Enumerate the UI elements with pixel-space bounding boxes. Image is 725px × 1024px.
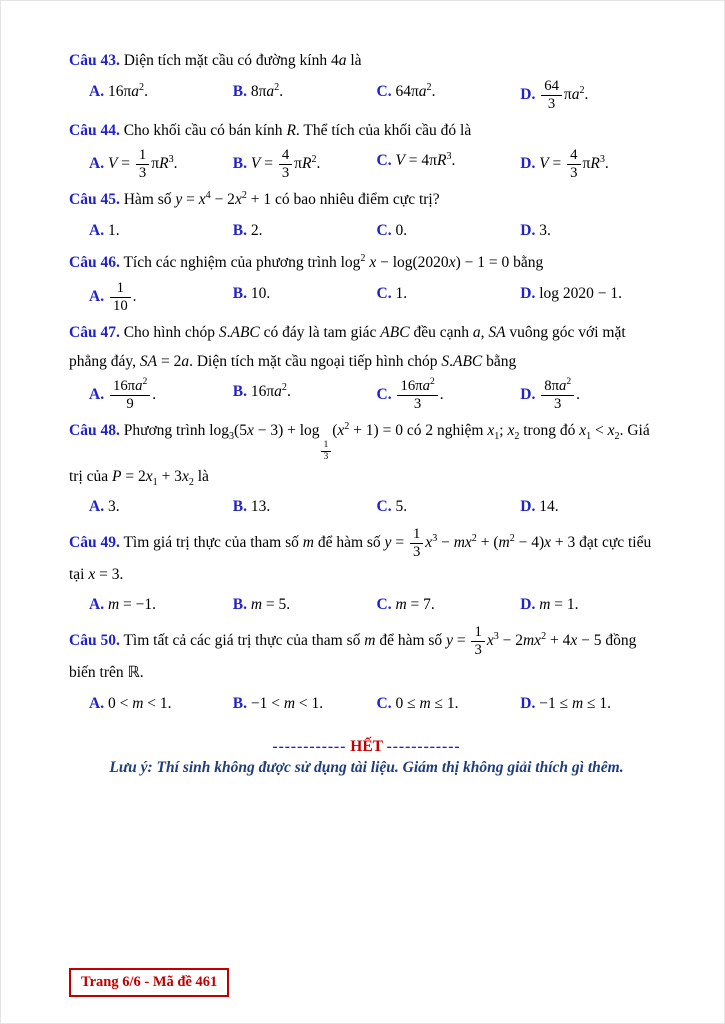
answer-option-b [233,147,377,182]
question-number: Câu 43. [69,52,120,69]
option-letter: D. [520,596,536,614]
answer-options-row [89,217,664,246]
option-letter: B. [232,285,247,303]
answer-option-a [89,147,233,182]
answer-option-c [377,591,521,620]
answer-option-a [89,280,233,315]
question-text: Tìm tất cả các giá trị thực của tham số m để hàm số y = $\frac{1}{3}$ $x^3 - 2mx^2 + 4x - 5$ đồng biến trên ℝ. [69,624,637,681]
option-value: 14. [539,498,559,516]
option-letter: C. [376,221,392,239]
question-number: Câu 45. [69,191,120,209]
option-letter: B. [232,82,247,100]
question-number: Câu 44. [69,121,120,139]
option-value: $\frac{64}{3}$ $\pi a^2$. [539,86,588,103]
end-dashes-left: ------------ [272,738,347,756]
exam-note: Lưu ý: Thí sinh không được sử dụng tài liệu. Giám thị không giải thích gì thêm. [109,759,624,777]
question-44 [69,117,664,183]
option-value: $\frac{8\pi a^2}{3}$ . [539,386,580,403]
answer-option-b [233,493,377,522]
answer-options-row [89,78,664,113]
answer-options-row [89,147,664,182]
answer-option-c [377,280,521,309]
option-value: 10. [250,285,271,303]
question-number: Câu 50. [69,632,120,650]
question-text: Phương trình $\log_3(5x - 3) + \log$ $\frac{1}{3}$ $(x^2 + 1) = 0$ có 2 nghiệm $x_1$; $x_2$ trong đó $x_1 < x_2$. Giá trị của $P = 2x_1 + 3x_2$ là [69,420,650,488]
answer-options-row [89,378,664,413]
answer-option-b [233,217,377,246]
option-letter: A. [89,498,105,516]
answer-option-a [89,493,233,522]
option-letter: A. [89,155,105,173]
option-value: m = −1. [107,596,157,614]
option-letter: A. [89,221,105,239]
option-value: $\frac{16\pi a^2}{9}$ . [108,386,156,403]
option-letter: C. [376,694,392,712]
question-text-line [69,249,664,278]
question-text-line [69,624,664,688]
option-letter: C. [376,152,392,170]
question-text: Tìm giá trị thực của tham số m để hàm số y = $\frac{1}{3}$ $x^3 - mx^2 + (m^2 - 4)x + 3$ đạt cực tiểu tại x = 3. [69,525,652,583]
option-value: m = 5. [250,596,291,614]
answer-option-c [377,493,521,522]
answer-option-a [89,78,233,107]
option-letter: D. [520,85,536,103]
question-text-line [69,526,664,590]
question-45 [69,186,664,245]
answer-option-b [233,591,377,620]
answer-option-d [520,378,664,413]
question-50 [69,624,664,718]
question-46 [69,249,664,315]
question-43 [69,47,664,113]
option-letter: A. [89,694,105,712]
option-value: $8\pi a^2$. [250,81,284,100]
answer-options-row [89,280,664,315]
end-label: HẾT [350,738,383,756]
option-value: log 2020 − 1. [539,285,623,303]
option-letter: A. [89,386,105,404]
answer-option-a [89,378,233,413]
option-value: $\frac{16\pi a^2}{3}$ . [395,386,443,403]
option-value: 2. [250,221,263,239]
option-letter: B. [232,596,247,614]
question-text: Hàm số $y = x^4 - 2x^2 + 1$ có bao nhiêu điểm cực trị? [123,189,440,209]
option-value: V = $\frac{1}{3}$ $\pi R^3$. [107,147,178,182]
question-text-line [69,117,664,146]
question-number: Câu 49. [69,533,120,551]
option-value: m = 1. [539,596,579,614]
answer-option-b [233,690,377,719]
option-letter: C. [376,285,392,303]
question-47 [69,319,664,413]
option-value: $16\pi a^2$. [250,382,291,401]
option-value: 5. [395,498,408,516]
option-value: $\frac{1}{10}$ . [108,288,137,305]
answer-option-d [520,78,664,113]
answer-option-c [377,378,521,413]
answer-option-d [520,493,664,522]
option-value: 0 < m < 1. [107,694,172,712]
option-value: 3. [539,221,551,239]
option-value: $V = 4\pi R^3$. [395,151,456,170]
answer-option-a [89,591,233,620]
question-text-line [69,417,664,491]
option-letter: C. [376,596,392,614]
option-letter: A. [89,288,105,306]
answer-option-d [520,280,664,309]
end-of-exam-line [69,738,664,756]
option-letter: C. [376,498,392,516]
option-letter: B. [232,694,247,712]
option-letter: D. [520,285,536,303]
option-letter: D. [520,221,536,239]
end-dashes-right: ------------ [386,738,461,756]
answer-option-d [520,217,664,246]
answer-option-d [520,690,664,719]
question-text: Cho hình chóp S.ABC có đáy là tam giác ABC đều cạnh a, SA vuông góc với mặt phẳng đáy, SA = 2a. Diện tích mặt cầu ngoại tiếp hình chóp S.ABC bằng [69,323,626,370]
option-value: 13. [250,498,271,516]
question-49 [69,526,664,620]
answer-option-d [520,147,664,182]
answer-option-b [233,280,377,309]
option-value: V = $\frac{4}{3}$ $\pi R^2$. [250,147,321,182]
answer-option-c [377,217,521,246]
option-letter: D. [520,694,536,712]
option-value: −1 ≤ m ≤ 1. [539,694,612,712]
option-letter: B. [232,383,247,401]
option-letter: B. [232,498,247,516]
answer-option-c [377,147,521,176]
option-letter: C. [376,82,392,100]
option-value: −1 < m < 1. [250,694,324,712]
question-text: Diện tích mặt cầu có đường kính 4a là [123,52,362,69]
question-text-line [69,319,664,376]
answer-option-b [233,78,377,107]
option-value: m = 7. [395,596,435,614]
answer-option-c [377,78,521,107]
answer-options-row [89,591,664,620]
answer-options-row [89,493,664,522]
option-value: 0. [395,221,408,239]
page-number-box: Trang 6/6 - Mã đề 461 [69,968,229,997]
option-letter: D. [520,155,536,173]
question-number: Câu 46. [69,254,120,272]
option-letter: B. [232,221,247,239]
option-value: $64\pi a^2$. [395,81,436,100]
question-number: Câu 48. [69,422,120,440]
option-value: $16\pi a^2$. [107,81,148,100]
question-text-line [69,47,664,76]
option-letter: A. [89,596,105,614]
option-letter: D. [520,386,536,404]
option-letter: A. [89,82,105,100]
answer-option-c [377,690,521,719]
option-letter: D. [520,498,536,516]
option-value: V = $\frac{4}{3}$ $\pi R^3$. [539,147,609,182]
question-48 [69,417,664,522]
answer-options-row [89,690,664,719]
answer-option-a [89,217,233,246]
question-text: Tích các nghiệm của phương trình $\log^2 x - \log(2020x) - 1 = 0$ bằng [123,253,544,272]
option-value: 1. [107,221,120,239]
question-text: Cho khối cầu có bán kính R. Thể tích của khối cầu đó là [123,121,472,139]
option-value: 3. [107,498,120,516]
answer-option-d [520,591,664,620]
option-value: 1. [395,285,408,303]
option-letter: B. [232,155,247,173]
question-number: Câu 47. [69,323,120,341]
question-text-line [69,186,664,215]
option-letter: C. [376,386,392,404]
option-value: 0 ≤ m ≤ 1. [395,694,459,712]
answer-option-b [233,378,377,407]
answer-option-a [89,690,233,719]
